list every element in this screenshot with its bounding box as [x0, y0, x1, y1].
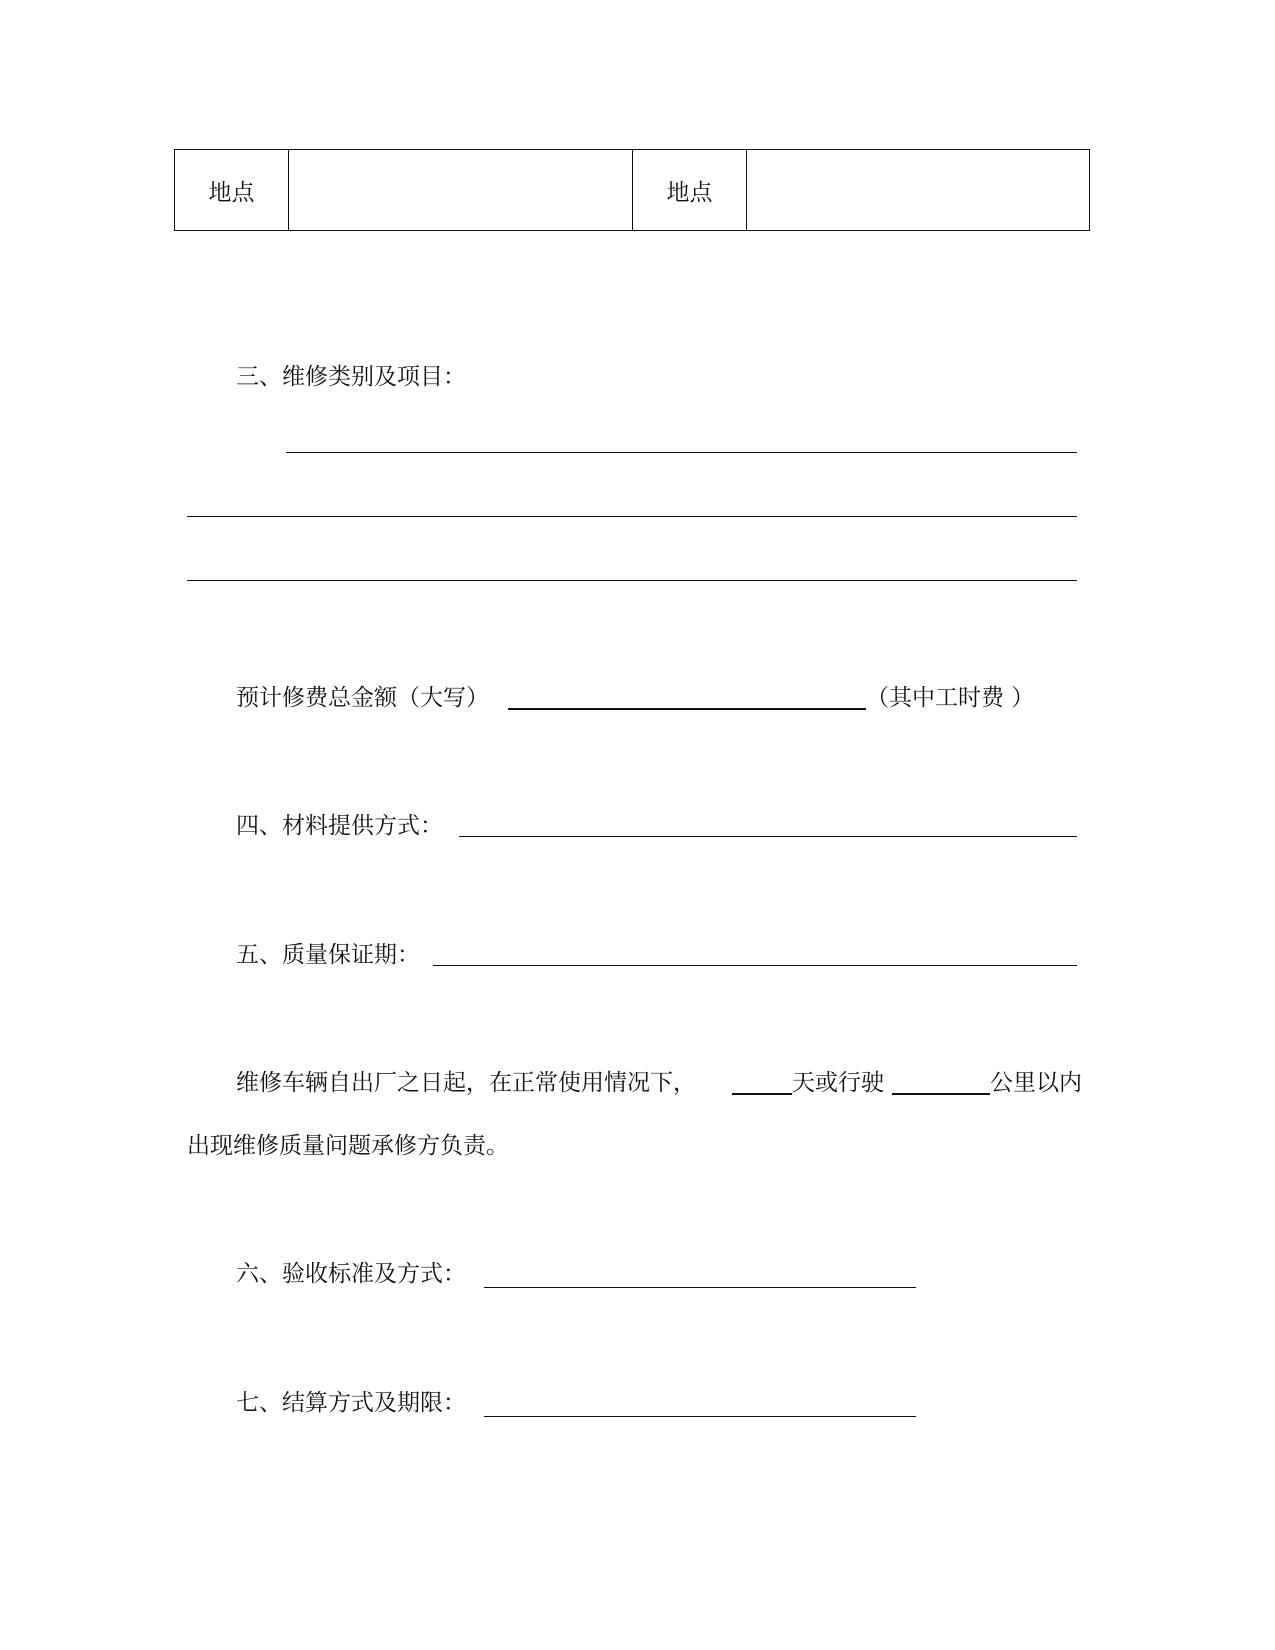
right-location-field[interactable]	[747, 150, 1090, 231]
section6-line[interactable]	[484, 1287, 916, 1288]
warranty-text-2: 天或行驶	[792, 1070, 884, 1096]
estimate-amount-line[interactable]	[508, 708, 866, 710]
left-location-field[interactable]	[289, 150, 633, 231]
section7-title: 七、结算方式及期限：	[236, 1390, 466, 1416]
warranty-text-3: 公里以内	[990, 1070, 1082, 1096]
location-table	[174, 149, 1090, 231]
section3-line-3[interactable]	[187, 580, 1077, 581]
section5-title: 五、质量保证期：	[236, 942, 420, 968]
section6-title: 六、验收标准及方式：	[236, 1261, 466, 1287]
section3-line-2[interactable]	[187, 516, 1077, 517]
estimate-prefix: 预计修费总金额（大写）	[236, 685, 489, 711]
warranty-text-1: 维修车辆自出厂之日起，在正常使用情况下，	[236, 1070, 696, 1096]
section4-line[interactable]	[459, 836, 1077, 837]
warranty-km-line[interactable]	[892, 1093, 990, 1095]
right-location-label: 地点	[633, 150, 747, 231]
warranty-days-line[interactable]	[732, 1093, 792, 1095]
warranty-text-line2: 出现维修质量问题承修方负责。	[187, 1133, 509, 1159]
section5-line[interactable]	[433, 965, 1077, 966]
estimate-suffix: （其中工时费 ）	[866, 685, 1035, 711]
section3-title: 三、维修类别及项目：	[236, 364, 466, 390]
left-location-label: 地点	[175, 150, 289, 231]
section3-line-1[interactable]	[286, 452, 1077, 453]
section4-title: 四、材料提供方式：	[236, 813, 443, 839]
section7-line[interactable]	[484, 1416, 916, 1417]
